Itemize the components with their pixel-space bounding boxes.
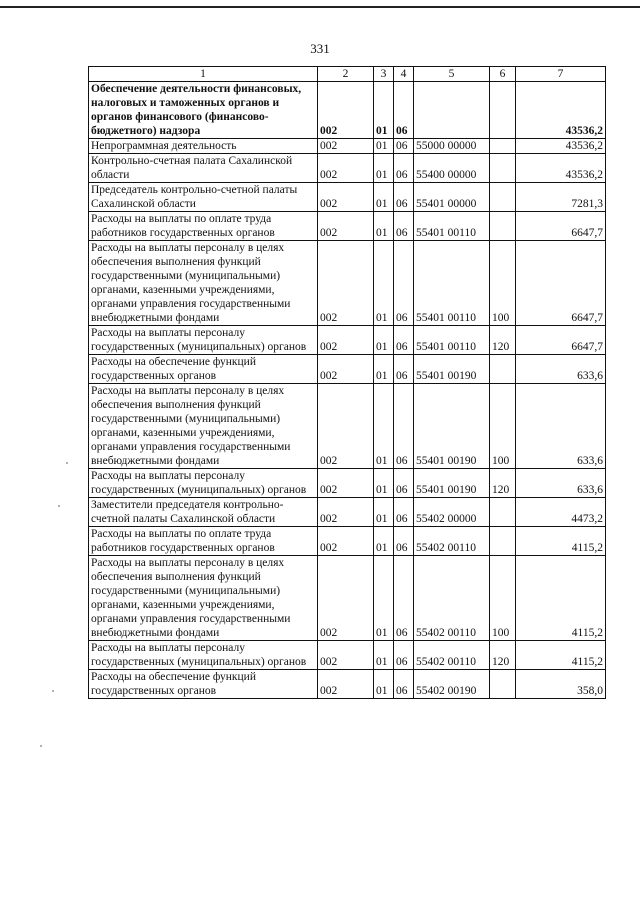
cell-name: Заместители председателя контрольно-счетной палаты Сахалинской области — [89, 498, 318, 527]
cell-subsection: 06 — [394, 212, 414, 241]
cell-subsection: 06 — [394, 670, 414, 699]
cell-section: 01 — [374, 139, 394, 154]
cell-grbs: 002 — [318, 641, 374, 670]
cell-target-item: 55401 00190 — [414, 355, 490, 384]
cell-grbs: 002 — [318, 670, 374, 699]
cell-name: Контрольно-счетная палата Сахалинской области — [89, 154, 318, 183]
cell-expense-type — [490, 212, 516, 241]
cell-subsection: 06 — [394, 241, 414, 326]
cell-target-item: 55000 00000 — [414, 139, 490, 154]
column-header-1: 1 — [89, 67, 318, 82]
cell-expense-type: 100 — [490, 556, 516, 641]
budget-table — [88, 66, 606, 699]
cell-section: 01 — [374, 355, 394, 384]
cell-target-item — [414, 82, 490, 139]
cell-section: 01 — [374, 670, 394, 699]
cell-amount: 43536,2 — [516, 139, 606, 154]
header-row — [89, 67, 606, 82]
cell-expense-type — [490, 139, 516, 154]
cell-name: Обеспечение деятельности финансовых, налоговых и таможенных органов и органов финансового (финансово-бюджетного) надзора — [89, 82, 318, 139]
column-header-7: 7 — [516, 67, 606, 82]
cell-expense-type — [490, 355, 516, 384]
cell-grbs: 002 — [318, 326, 374, 355]
cell-target-item: 55401 00110 — [414, 212, 490, 241]
cell-expense-type — [490, 82, 516, 139]
table-row — [89, 212, 606, 241]
column-header-6: 6 — [490, 67, 516, 82]
table-row — [89, 183, 606, 212]
cell-amount: 6647,7 — [516, 326, 606, 355]
cell-section: 01 — [374, 82, 394, 139]
cell-subsection: 06 — [394, 527, 414, 556]
cell-name: Расходы на выплаты персоналу государственных (муниципальных) органов — [89, 469, 318, 498]
cell-grbs: 002 — [318, 469, 374, 498]
table-row — [89, 241, 606, 326]
cell-grbs: 002 — [318, 183, 374, 212]
cell-subsection: 06 — [394, 384, 414, 469]
table-row — [89, 527, 606, 556]
cell-name: Расходы на выплаты по оплате труда работников государственных органов — [89, 527, 318, 556]
cell-expense-type: 120 — [490, 641, 516, 670]
cell-expense-type: 120 — [490, 326, 516, 355]
cell-subsection: 06 — [394, 641, 414, 670]
cell-grbs: 002 — [318, 139, 374, 154]
cell-section: 01 — [374, 469, 394, 498]
cell-section: 01 — [374, 212, 394, 241]
cell-section: 01 — [374, 498, 394, 527]
cell-target-item: 55401 00110 — [414, 241, 490, 326]
cell-target-item: 55401 00190 — [414, 384, 490, 469]
column-header-4: 4 — [394, 67, 414, 82]
column-header-5: 5 — [414, 67, 490, 82]
cell-amount: 6647,7 — [516, 212, 606, 241]
cell-amount: 6647,7 — [516, 241, 606, 326]
cell-amount: 4473,2 — [516, 498, 606, 527]
cell-amount: 633,6 — [516, 469, 606, 498]
cell-grbs: 002 — [318, 355, 374, 384]
cell-amount: 4115,2 — [516, 527, 606, 556]
cell-target-item: 55401 00190 — [414, 469, 490, 498]
cell-grbs: 002 — [318, 154, 374, 183]
table-body — [89, 82, 606, 699]
cell-target-item: 55402 00110 — [414, 527, 490, 556]
cell-subsection: 06 — [394, 82, 414, 139]
table-row — [89, 469, 606, 498]
scan-speck — [58, 505, 60, 507]
table-row — [89, 556, 606, 641]
cell-expense-type: 100 — [490, 384, 516, 469]
cell-grbs: 002 — [318, 498, 374, 527]
cell-expense-type — [490, 154, 516, 183]
cell-subsection: 06 — [394, 326, 414, 355]
cell-grbs: 002 — [318, 527, 374, 556]
cell-target-item: 55402 00190 — [414, 670, 490, 699]
cell-expense-type — [490, 527, 516, 556]
table-row — [89, 139, 606, 154]
cell-amount: 7281,3 — [516, 183, 606, 212]
cell-name: Расходы на выплаты персоналу в целях обеспечения выполнения функций государственными (муниципальными) органами, казенными учреждениями, органами управления государственными внебюджетными фондами — [89, 384, 318, 469]
cell-name: Расходы на обеспечение функций государственных органов — [89, 670, 318, 699]
cell-section: 01 — [374, 641, 394, 670]
column-header-3: 3 — [374, 67, 394, 82]
cell-grbs: 002 — [318, 384, 374, 469]
cell-expense-type — [490, 498, 516, 527]
cell-target-item: 55402 00110 — [414, 556, 490, 641]
cell-amount: 4115,2 — [516, 641, 606, 670]
table-row — [89, 326, 606, 355]
cell-subsection: 06 — [394, 469, 414, 498]
page-number: 331 — [310, 41, 330, 56]
cell-grbs: 002 — [318, 556, 374, 641]
cell-name: Председатель контрольно-счетной палаты Сахалинской области — [89, 183, 318, 212]
cell-grbs: 002 — [318, 241, 374, 326]
cell-subsection: 06 — [394, 154, 414, 183]
scan-speck — [40, 745, 42, 747]
cell-subsection: 06 — [394, 355, 414, 384]
cell-name: Расходы на выплаты персоналу государственных (муниципальных) органов — [89, 641, 318, 670]
cell-section: 01 — [374, 527, 394, 556]
cell-name: Расходы на обеспечение функций государственных органов — [89, 355, 318, 384]
cell-name: Расходы на выплаты персоналу государственных (муниципальных) органов — [89, 326, 318, 355]
cell-subsection: 06 — [394, 139, 414, 154]
cell-expense-type: 120 — [490, 469, 516, 498]
cell-target-item: 55401 00110 — [414, 326, 490, 355]
scan-speck — [52, 690, 54, 692]
cell-subsection: 06 — [394, 183, 414, 212]
cell-subsection: 06 — [394, 556, 414, 641]
table-row — [89, 670, 606, 699]
cell-expense-type — [490, 670, 516, 699]
table-row — [89, 82, 606, 139]
cell-expense-type — [490, 183, 516, 212]
table-row — [89, 641, 606, 670]
cell-expense-type: 100 — [490, 241, 516, 326]
cell-section: 01 — [374, 556, 394, 641]
cell-amount: 4115,2 — [516, 556, 606, 641]
cell-name: Расходы на выплаты персоналу в целях обеспечения выполнения функций государственными (муниципальными) органами, казенными учреждениями, органами управления государственными внебюджетными фондами — [89, 241, 318, 326]
cell-subsection: 06 — [394, 498, 414, 527]
table-row — [89, 384, 606, 469]
cell-target-item: 55402 00000 — [414, 498, 490, 527]
top-rule — [0, 6, 640, 8]
cell-grbs: 002 — [318, 82, 374, 139]
cell-section: 01 — [374, 384, 394, 469]
cell-name: Непрограммная деятельность — [89, 139, 318, 154]
table-row — [89, 498, 606, 527]
cell-section: 01 — [374, 183, 394, 212]
cell-section: 01 — [374, 154, 394, 183]
scan-speck — [66, 462, 68, 464]
cell-amount: 358,0 — [516, 670, 606, 699]
table-row — [89, 154, 606, 183]
cell-section: 01 — [374, 326, 394, 355]
cell-target-item: 55400 00000 — [414, 154, 490, 183]
cell-name: Расходы на выплаты персоналу в целях обеспечения выполнения функций государственными (муниципальными) органами, казенными учреждениями, органами управления государственными внебюджетными фондами — [89, 556, 318, 641]
cell-target-item: 55402 00110 — [414, 641, 490, 670]
cell-section: 01 — [374, 241, 394, 326]
cell-amount: 43536,2 — [516, 82, 606, 139]
table-row — [89, 355, 606, 384]
cell-amount: 633,6 — [516, 384, 606, 469]
cell-target-item: 55401 00000 — [414, 183, 490, 212]
cell-grbs: 002 — [318, 212, 374, 241]
cell-amount: 633,6 — [516, 355, 606, 384]
column-header-2: 2 — [318, 67, 374, 82]
cell-amount: 43536,2 — [516, 154, 606, 183]
cell-name: Расходы на выплаты по оплате труда работников государственных органов — [89, 212, 318, 241]
